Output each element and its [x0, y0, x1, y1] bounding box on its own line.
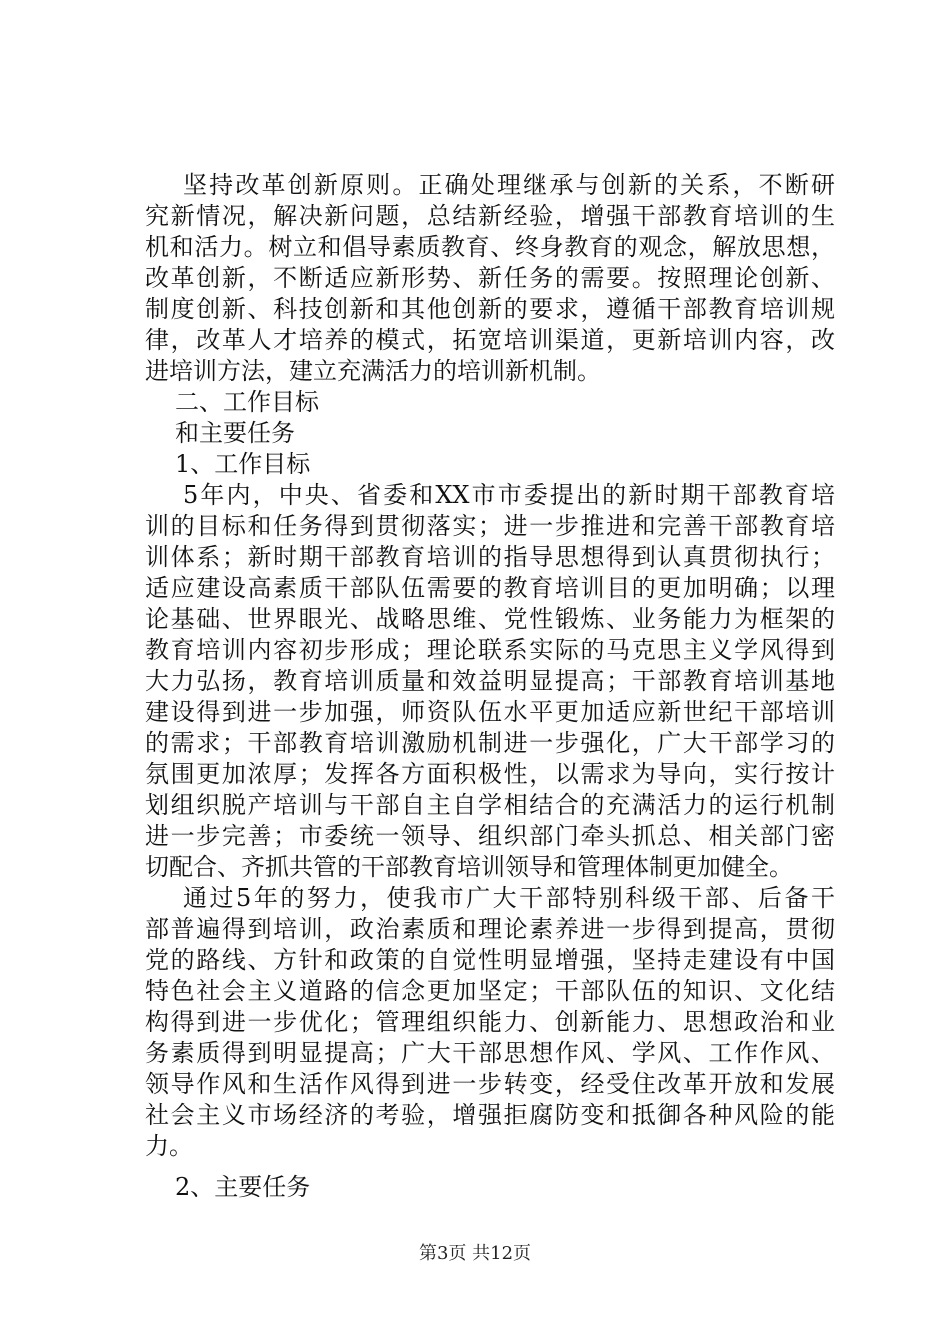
section-heading-continued: 和主要任务	[175, 419, 295, 447]
subsection-heading: 1、工作目标	[175, 450, 311, 478]
spacer	[145, 1162, 835, 1172]
paragraph-line: 通过5年的努力，使我市广大干部特别科级干部、后备干	[183, 884, 835, 912]
paragraph-line: 究新情况，解决新问题，总结新经验，增强干部教育培训的生	[145, 202, 835, 230]
paragraph-line: 力。	[145, 1132, 193, 1160]
paragraph-line: 氛围更加浓厚；发挥各方面积极性，以需求为导向，实行按计	[145, 760, 835, 788]
paragraph-line: 大力弘扬，教育培训质量和效益明显提高；干部教育培训基地	[145, 667, 835, 695]
paragraph-line: 进一步完善；市委统一领导、组织部门牵头抓总、相关部门密	[145, 822, 835, 850]
paragraph-line: 务素质得到明显提高；广大干部思想作风、学风、工作作风、	[145, 1039, 835, 1067]
paragraph-line: 制度创新、科技创新和其他创新的要求，遵循干部教育培训规	[145, 295, 835, 323]
paragraph-line: 律，改革人才培养的模式，拓宽培训渠道，更新培训内容，改	[145, 326, 835, 354]
paragraph-line: 进培训方法，建立充满活力的培训新机制。	[145, 357, 601, 385]
subsection-heading: 2、主要任务	[175, 1173, 311, 1201]
paragraph-line: 的需求；干部教育培训激励机制进一步强化，广大干部学习的	[145, 729, 835, 757]
page-footer: 第3页 共12页	[418, 1243, 532, 1264]
document-body	[145, 170, 835, 1203]
paragraph-line: 论基础、世界眼光、战略思维、党性锻炼、业务能力为框架的	[145, 605, 835, 633]
paragraph-line: 划组织脱产培训与干部自主自学相结合的充满活力的运行机制	[145, 791, 835, 819]
paragraph-line: 特色社会主义道路的信念更加坚定；干部队伍的知识、文化结	[145, 977, 835, 1005]
paragraph-line: 坚持改革创新原则。正确处理继承与创新的关系，不断研	[183, 171, 835, 199]
paragraph-line: 切配合、齐抓共管的干部教育培训领导和管理体制更加健全。	[145, 853, 793, 881]
paragraph-line: 教育培训内容初步形成；理论联系实际的马克思主义学风得到	[145, 636, 835, 664]
paragraph-line: 部普遍得到培训，政治素质和理论素养进一步得到提高，贯彻	[145, 915, 835, 943]
paragraph-line: 党的路线、方针和政策的自觉性明显增强，坚持走建设有中国	[145, 946, 835, 974]
section-heading: 二、工作目标	[175, 388, 319, 416]
paragraph-line: 社会主义市场经济的考验，增强拒腐防变和抵御各种风险的能	[145, 1101, 835, 1129]
paragraph-line: 领导作风和生活作风得到进一步转变，经受住改革开放和发展	[145, 1070, 835, 1098]
paragraph-line: 5年内，中央、省委和XX市市委提出的新时期干部教育培	[183, 481, 835, 509]
paragraph-line: 训的目标和任务得到贯彻落实；进一步推进和完善干部教育培	[145, 512, 835, 540]
paragraph-line: 训体系；新时期干部教育培训的指导思想得到认真贯彻执行；	[145, 543, 835, 571]
paragraph-line: 机和活力。树立和倡导素质教育、终身教育的观念，解放思想，	[145, 233, 835, 261]
paragraph-line: 改革创新，不断适应新形势、新任务的需要。按照理论创新、	[145, 264, 835, 292]
paragraph-line: 构得到进一步优化；管理组织能力、创新能力、思想政治和业	[145, 1008, 835, 1036]
paragraph-line: 建设得到进一步加强，师资队伍水平更加适应新世纪干部培训	[145, 698, 835, 726]
paragraph-line: 适应建设高素质干部队伍需要的教育培训目的更加明确；以理	[145, 574, 835, 602]
